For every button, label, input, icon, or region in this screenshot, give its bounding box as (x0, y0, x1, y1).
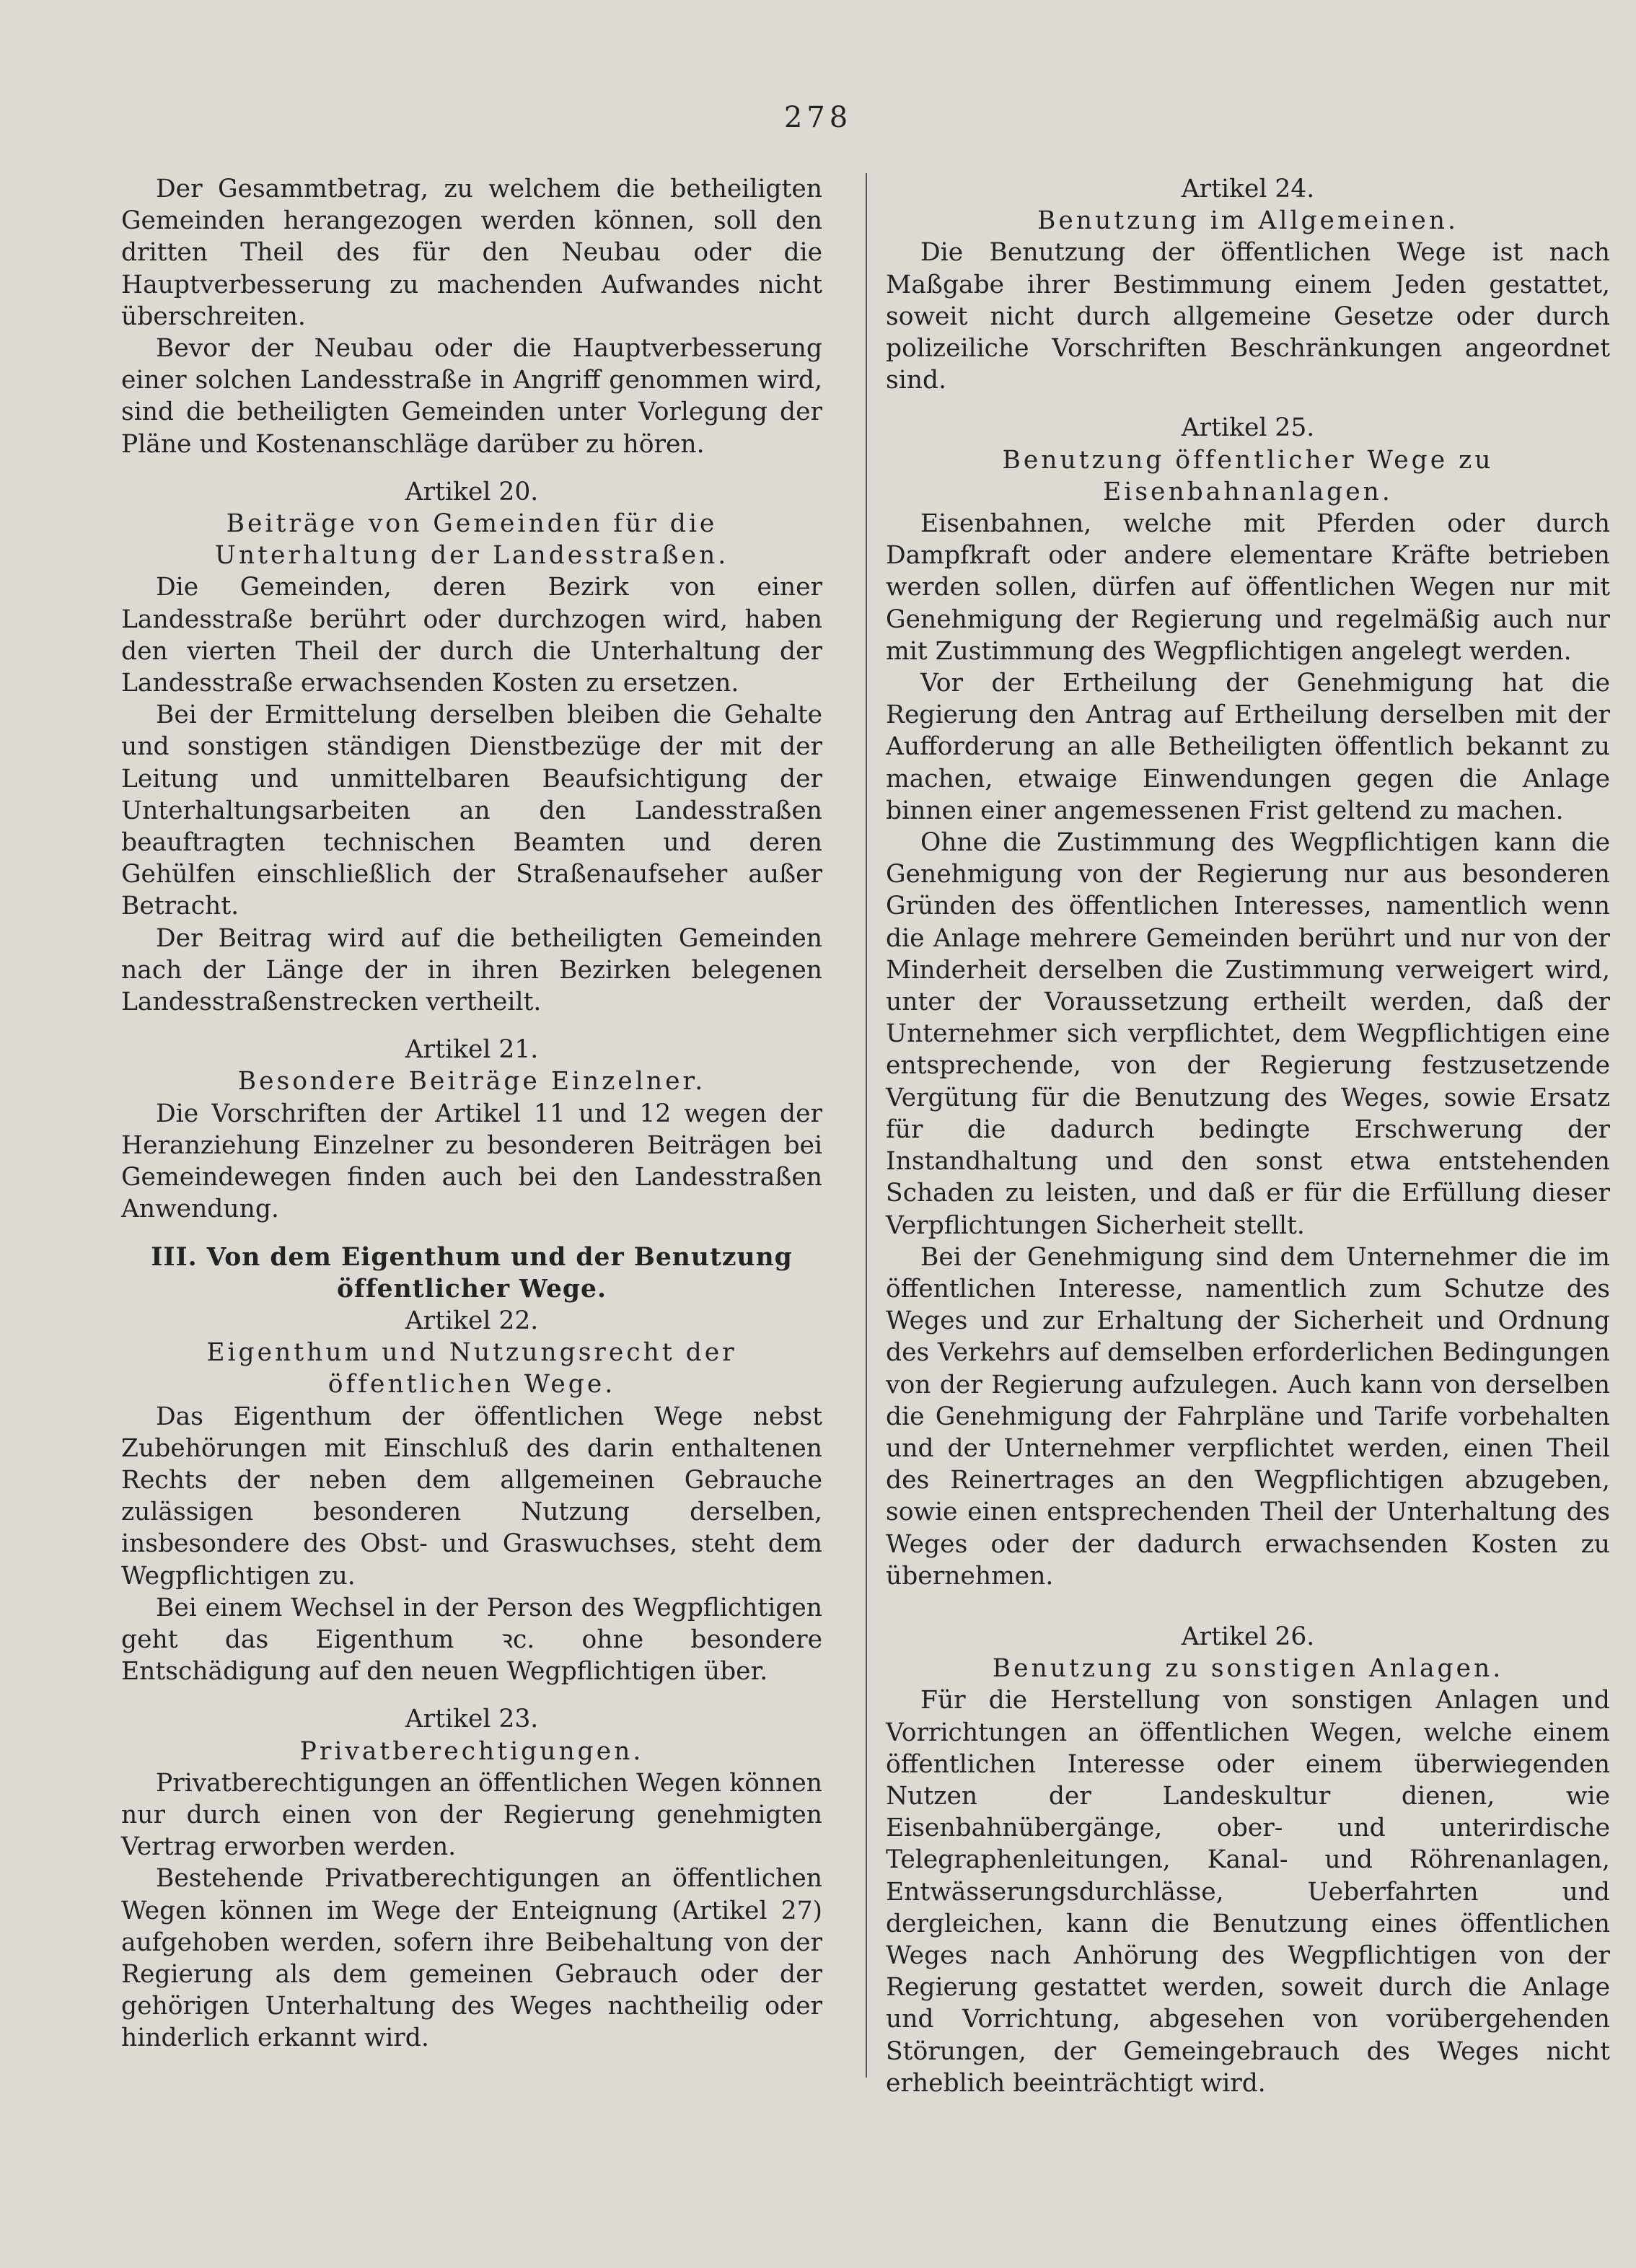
article-number: Artikel 25. (1181, 413, 1315, 443)
article-number: Artikel 22. (405, 1306, 539, 1335)
paragraph: Die Vorschriften der Artikel 11 und 12 wegen der Heranziehung Einzelner zu besonderen Beiträgen bei Gemeindewegen finden auch bei den Landesstraßen Anwendung. (121, 1099, 822, 1224)
article-number: Artikel 21. (405, 1035, 539, 1065)
article-heading: Eigenthum und Nutzungsrecht der öffentlichen Wege. (206, 1338, 737, 1399)
right-column (886, 173, 1610, 2099)
paragraph: Privatberechtigungen an öffentlichen Wegen können nur durch einen von der Regierung genehmigten Vertrag erworben werden. (121, 1768, 822, 1862)
article-number: Artikel 24. (1181, 175, 1315, 203)
paragraph: Ohne die Zustimmung des Wegpflichtigen kann die Genehmigung von der Regierung nur aus besonderen Gründen des öffentlichen Interesses, namentlich wenn die Anlage mehrere Gemeinden berührt und nur von der Minderheit derselben die Zustimmung verweigert wird, unter der Voraussetzung ertheilt werden, daß der Unternehmer sich verpflichtet, dem Wegpflichtigen eine entsprechende, von der Regierung festzusetzende Vergütung für die Benutzung des Weges, sowie Ersatz für die dadurch bedingte Erschwerung der Instandhaltung und den sonst etwa entstehenden Schaden zu leisten, und daß er für die Erfüllung dieser Verpflichtungen Sicherheit stellt. (886, 828, 1610, 1240)
article-number: Artikel 20. (405, 477, 539, 506)
article-heading: Beiträge von Gemeinden für die Unterhaltung der Landesstraßen. (214, 509, 729, 571)
article-heading: Benutzung im Allgemeinen. (1037, 206, 1459, 236)
article-heading: Benutzung öffentlicher Wege zu Eisenbahnanlagen. (1002, 445, 1494, 506)
section-heading: III. Von dem Eigenthum und der Benutzung öffentlicher Wege. (151, 1242, 793, 1304)
paragraph: Das Eigenthum der öffentlichen Wege nebst Zubehörungen mit Einschluß des darin enthaltenen Rechts der neben dem allgemeinen Gebrauche zulässigen besonderen Nutzung derselben, insbesondere des Obst- und Graswuchses, steht dem Wegpflichtigen zu. (121, 1402, 822, 1591)
paragraph: Die Gemeinden, deren Bezirk von einer Landesstraße berührt oder durchzogen wird, haben den vierten Theil der durch die Unterhaltung der Landesstraße erwachsenden Kosten zu ersetzen. (121, 573, 822, 698)
paragraph: Der Gesammtbetrag, zu welchem die betheiligten Gemeinden herangezogen werden können, soll den dritten Theil des für den Neubau oder die Hauptverbesserung zu machenden Aufwandes nicht überschreiten. (121, 175, 822, 331)
paragraph: Für die Herstellung von sonstigen Anlagen und Vorrichtungen an öffentlichen Wegen, welche einem öffentlichen Interesse oder einem überwiegenden Nutzen der Landeskultur dienen, wie Eisenbahnübergänge, ober- und unterirdische Telegraphenleitungen, Kanal- und Röhrenanlagen, Entwässerungsdurchlässe, Ueberfahrten und dergleichen, kann die Benutzung eines öffentlichen Weges nach Anhörung des Wegpflichtigen von der Regierung gestattet werden, soweit durch die Anlage und Vorrichtung, abgesehen von vorübergehenden Störungen, der Gemeingebrauch des Weges nicht erheblich beeinträchtigt wird. (886, 1686, 1610, 2098)
column-divider (866, 173, 867, 2078)
paragraph: Bei der Genehmigung sind dem Unternehmer die im öffentlichen Interesse, namentlich zum Schutze des Weges und zur Erhaltung der Sicherheit und Ordnung des Verkehrs auf demselben erforderlichen Bedingungen von der Regierung aufzulegen. Auch kann von derselben die Genehmigung der Fahrpläne und Tarife vorbehalten und der Unternehmer verpflichtet werden, einen Theil des Reinertrages an den Wegpflichtigen abzugeben, sowie einen entsprechenden Theil der Unterhaltung des Weges oder der dadurch erwachsenden Kosten zu übernehmen. (886, 1242, 1610, 1591)
article-number: Artikel 23. (405, 1705, 539, 1734)
paragraph: Bei der Ermittelung derselben bleiben die Gehalte und sonstigen ständigen Dienstbezüge der mit der Leitung und unmittelbaren Beaufsichtigung der Unterhaltungsarbeiten an den Landesstraßen beauftragten technischen Beamten und deren Gehülfen einschließlich der Straßenaufseher außer Betracht. (121, 700, 822, 921)
article-heading: Benutzung zu sonstigen Anlagen. (992, 1654, 1504, 1684)
article-heading: Besondere Beiträge Einzelner. (237, 1067, 706, 1096)
paragraph: Bei einem Wechsel in der Person des Wegpflichtigen geht das Eigenthum ꝛc. ohne besondere Entschädigung auf den neuen Wegpflichtigen über. (121, 1593, 822, 1687)
left-column (121, 173, 822, 2054)
article-heading: Privatberechtigungen. (299, 1736, 644, 1766)
paragraph: Eisenbahnen, welche mit Pferden oder durch Dampfkraft oder andere elementare Kräfte betrieben werden sollen, dürfen auf öffentlichen Wegen nur mit Genehmigung der Regierung und regelmäßig auch nur mit Zustimmung des Wegpflichtigen angelegt werden. (886, 509, 1610, 666)
paragraph: Der Beitrag wird auf die betheiligten Gemeinden nach der Länge der in ihren Bezirken belegenen Landesstraßenstrecken vertheilt. (121, 923, 822, 1017)
article-number: Artikel 26. (1181, 1622, 1315, 1651)
paragraph: Vor der Ertheilung der Genehmigung hat die Regierung den Antrag auf Ertheilung derselben mit der Aufforderung an alle Betheiligten öffentlich bekannt zu machen, etwaige Einwendungen gegen die Anlage binnen einer angemessenen Frist geltend zu machen. (886, 669, 1610, 825)
page-number: 278 (783, 101, 853, 134)
paragraph: Die Benutzung der öffentlichen Wege ist nach Maßgabe ihrer Bestimmung einem Jeden gestattet, soweit nicht durch allgemeine Gesetze oder durch polizeiliche Vorschriften Beschränkungen angeordnet sind. (886, 238, 1610, 395)
paragraph: Bestehende Privatberechtigungen an öffentlichen Wegen können im Wege der Enteignung (Artikel 27) aufgehoben werden, sofern ihre Beibehaltung von der Regierung als dem gemeinen Gebrauch oder der gehörigen Unterhaltung des Weges nachtheilig oder hinderlich erkannt wird. (121, 1864, 822, 2053)
paragraph: Bevor der Neubau oder die Hauptverbesserung einer solchen Landesstraße in Angriff genommen wird, sind die betheiligten Gemeinden unter Vorlegung der Pläne und Kostenanschläge darüber zu hören. (121, 334, 822, 459)
